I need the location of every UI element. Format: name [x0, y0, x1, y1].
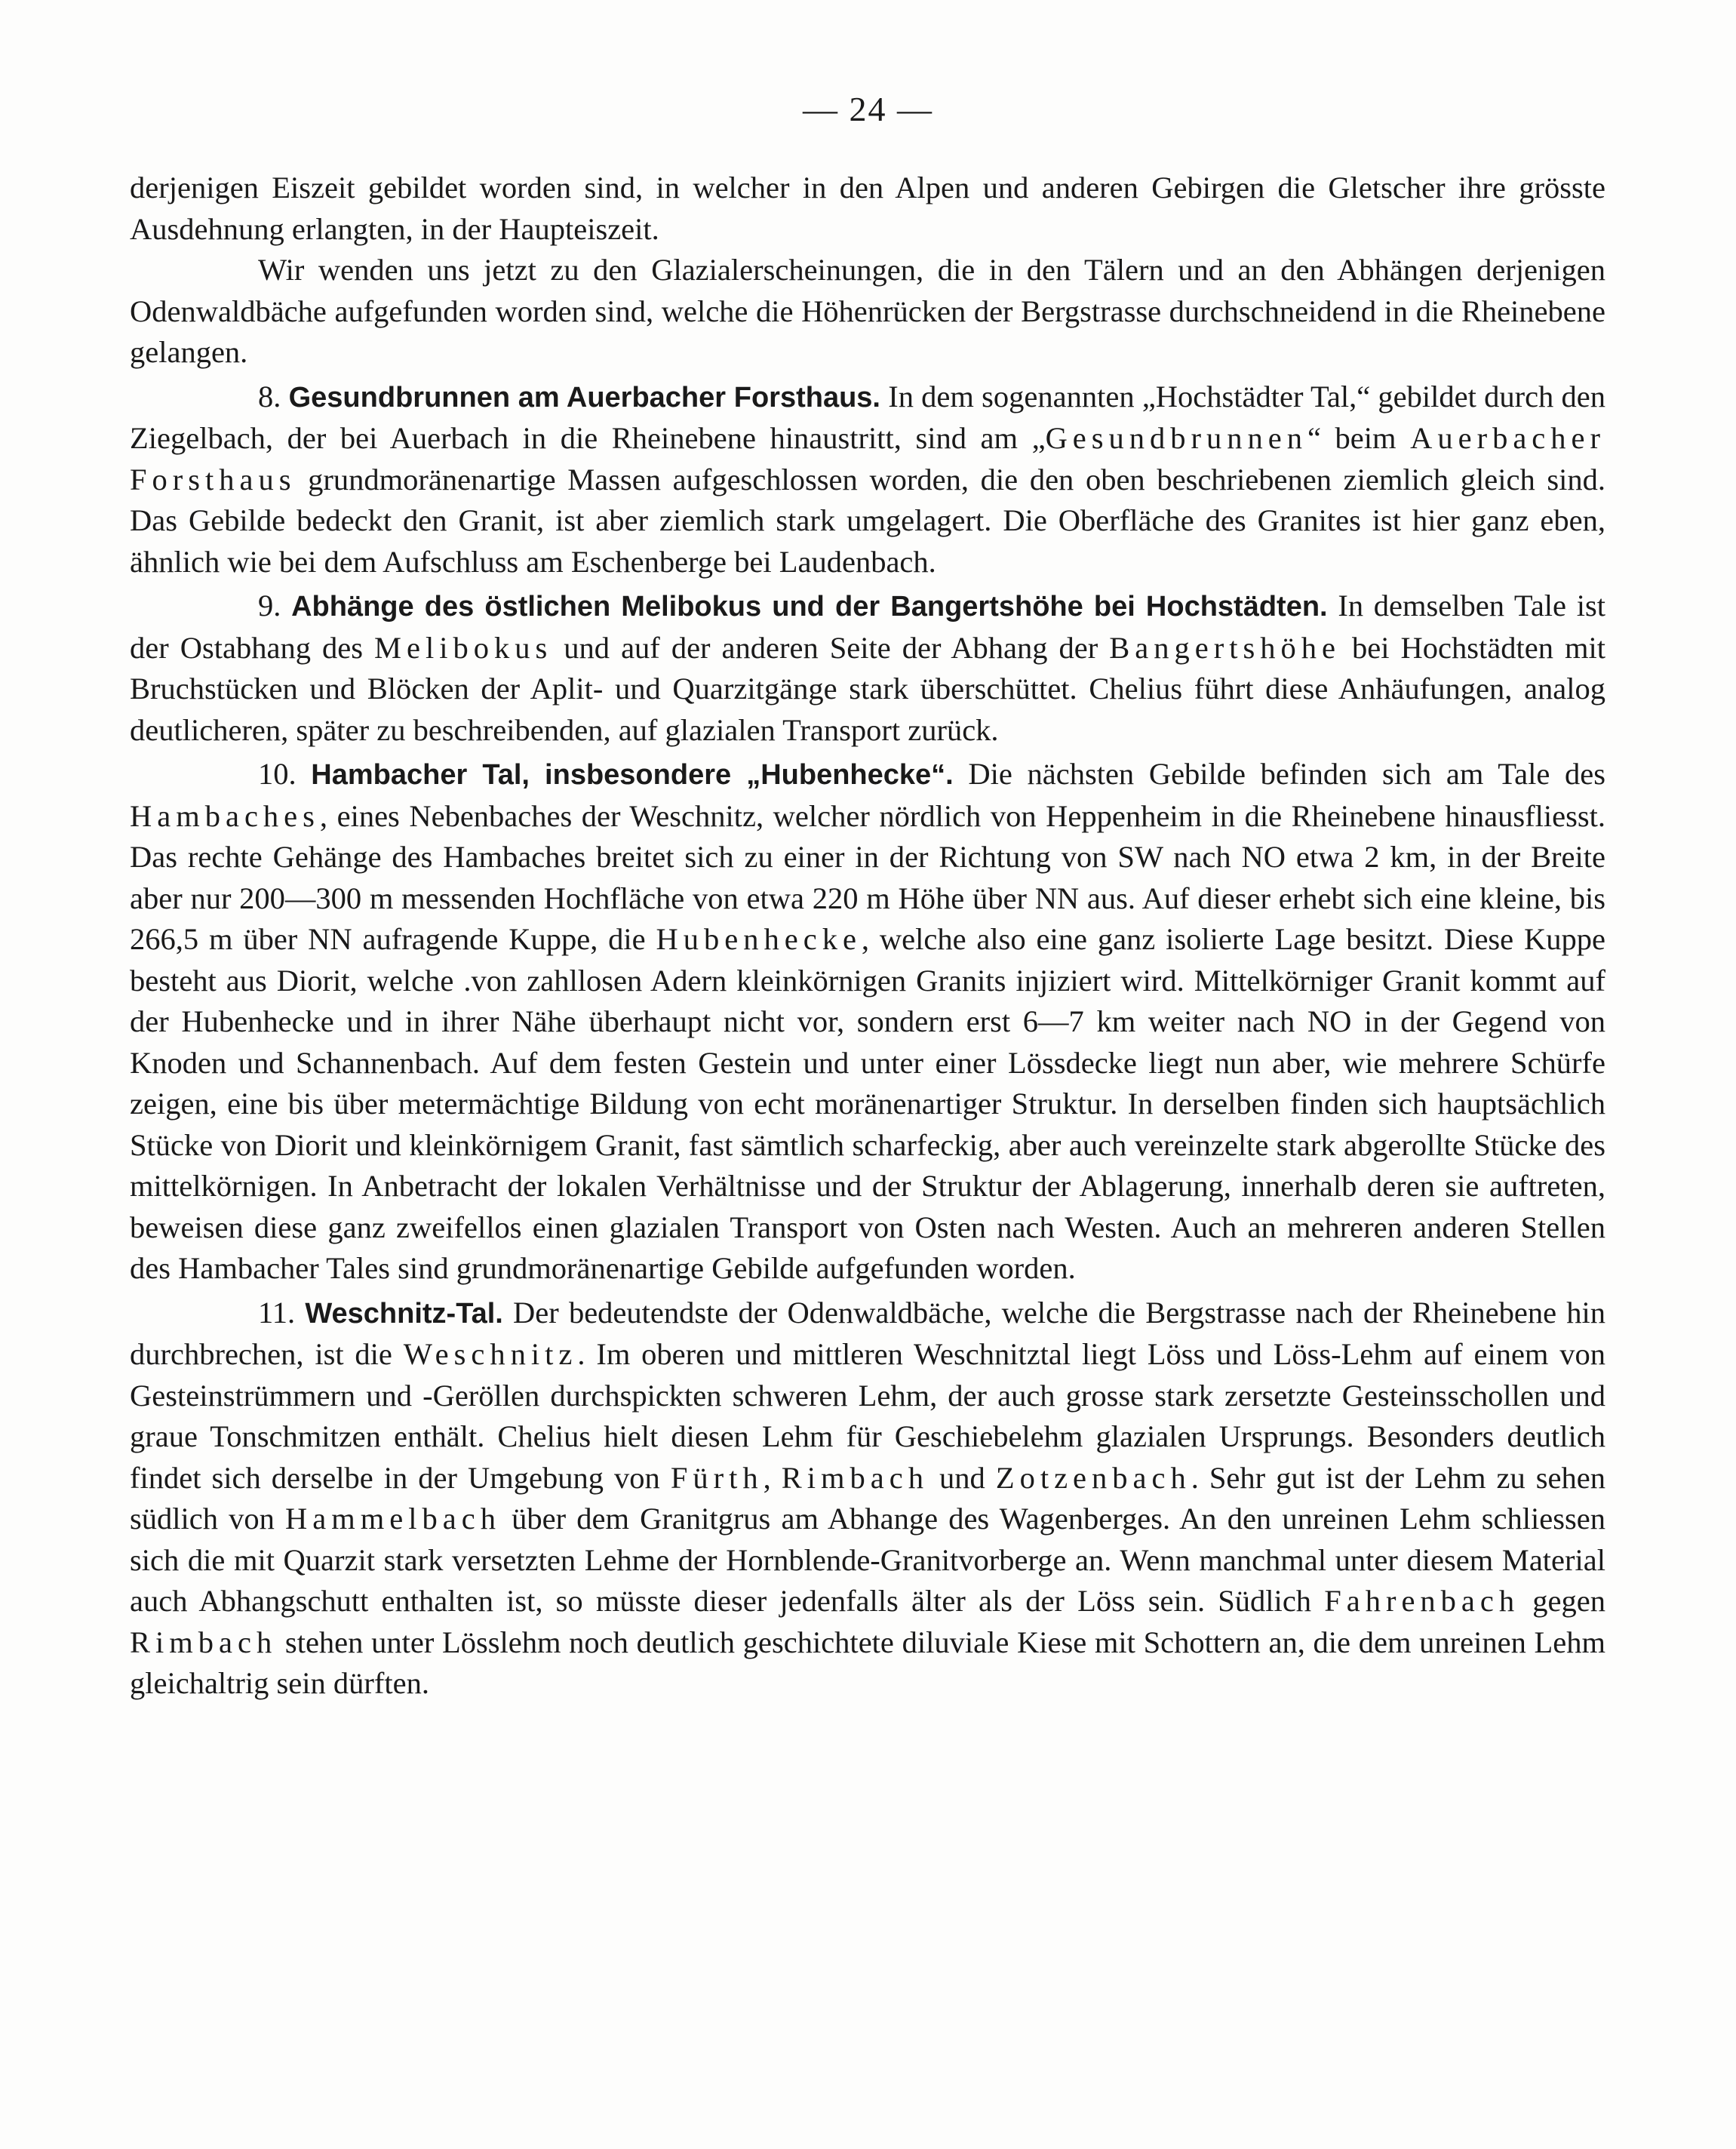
section-number: 9. — [258, 589, 281, 623]
spaced-term: Zotzenbach — [995, 1460, 1191, 1495]
section-heading: Hambacher Tal, insbesondere „Hubenhecke“. — [311, 759, 954, 791]
spaced-term: Hubenhecke — [656, 922, 862, 956]
section-text: grundmoränenartige Massen aufgeschlossen worden, die den oben beschriebenen ziemlich gleich sind. Das Gebilde bedeckt den Granit, ist aber ziemlich stark umgelagert. Die Oberfläche des Granites ist hier ganz eben, ähnlich wie bei dem Aufschluss am Eschenberge bei Laudenbach. — [130, 462, 1605, 579]
section-text: In demselben Tale ist der Ostabhang des — [130, 589, 1605, 665]
section-text: über dem Granitgrus am Abhange des Wagenberges. An den unreinen Lehm schliessen sich die mit Quarzit stark versetzten Lehme der Hornblende-Granitvorberge an. Wenn manchmal unter diesem Material auch Abhangschutt enthalten ist, so müsste dieser jedenfalls älter als der Löss sein. Südlich — [130, 1502, 1605, 1618]
section-text: , eines Nebenbaches der Weschnitz, welcher nördlich von Heppenheim in die Rheinebene hinausfliesst. Das rechte Gehänge des Hambaches breitet sich zu einer in der Richtung von SW nach NO etwa 2 km, in der Breite aber nur 200—300 m messenden Hochfläche von etwa 220 m Höhe über NN aus. Auf dieser erhebt sich eine kleine, bis 266,5 m über NN aufragende Kuppe, die — [130, 798, 1605, 956]
section-10 — [130, 754, 1605, 1290]
spaced-term: Fahrenbach — [1324, 1584, 1520, 1618]
spaced-term: Weschnitz — [403, 1337, 578, 1371]
section-text: und — [929, 1460, 996, 1495]
section-number: 10. — [258, 757, 297, 791]
section-text: Der bedeutendste der Odenwaldbäche, welche die Bergstrasse nach der Rheinebene hin durchbrechen, ist die — [130, 1295, 1606, 1371]
paragraph-intro: derjenigen Eiszeit gebildet worden sind, in welcher in den Alpen und anderen Gebirgen die Gletscher ihre grösste Ausdehnung erlangten, in der Haupteiszeit. — [130, 171, 1605, 246]
section-text: In dem sogenannten „Hochstädter Tal,“ gebildet durch den Ziegelbach, der bei Auerbach in die Rheinebene hinaustritt, sind am „ — [130, 379, 1606, 455]
section-heading: Gesundbrunnen am Auerbacher Forsthaus. — [288, 381, 880, 414]
section-text: “ beim — [1307, 421, 1411, 455]
body-text — [130, 168, 1605, 1705]
section-text: . Im oberen und mittleren Weschnitztal liegt Löss und Löss-Lehm auf einem von Gesteinstrümmern und -Geröllen durchspickten schweren Lehm, der auch grosse stark zersetzte Gesteinsschollen und graue Tonschmitzen enthält. Chelius hielt diesen Lehm für Geschiebelehm glazialen Ursprungs. Besonders deutlich findet sich derselbe in der Umgebung von — [130, 1337, 1605, 1495]
section-text: gegen — [1519, 1584, 1605, 1618]
section-text: bei Hochstädten mit Bruchstücken und Blöcken der Aplit- und Quarzitgänge stark überschüttet. Chelius führt diese Anhäufungen, analog deutlicheren, später zu beschreibenden, auf glazialen Transport zurück. — [130, 630, 1605, 747]
spaced-term: Rimbach — [781, 1460, 929, 1495]
spaced-term: Auerbacher Forsthaus — [130, 421, 1605, 497]
spaced-term: Rimbach — [130, 1625, 278, 1659]
section-text: und auf der anderen Seite der Abhang der — [552, 630, 1110, 665]
section-text: . Sehr gut ist der Lehm zu sehen südlich von — [130, 1460, 1606, 1536]
paragraph-odenwald: Wir wenden uns jetzt zu den Glazialerscheinungen, die in den Tälern und an den Abhängen derjenigen Odenwaldbäche aufgefunden worden sind, welche die Höhenrücken der Bergstrasse durchschneidend in die Rheinebene gelangen. — [130, 253, 1605, 369]
section-text: stehen unter Lösslehm noch deutlich geschichtete diluviale Kiese mit Schottern an, die dem unreinen Lehm gleichaltrig sein dürften. — [130, 1625, 1605, 1700]
section-8 — [130, 377, 1605, 583]
spaced-term: Hambaches — [130, 798, 320, 833]
spaced-term: Bangertshöhe — [1109, 630, 1341, 665]
section-text: , welche also eine ganz isolierte Lage besitzt. Diese Kuppe besteht aus Diorit, welche .von zahllosen Adern kleinkörnigen Granits injiziert wird. Mittelkörniger Granit kommt auf der Hubenhecke und in ihrer Nähe überhaupt nicht vor, sondern erst 6—7 km weiter nach NO in der Gegend von Knoden und Schannenbach. Auf dem festen Gestein und unter einer Lössdecke liegt nun aber, wie mehrere Schürfe zeigen, eine bis über metermächtige Bildung von echt moränenartiger Struktur. In derselben finden sich hauptsächlich Stücke von Diorit und kleinkörnigem Granit, fast sämtlich scharfeckig, aber auch vereinzelte stark abgerollte Stücke des mittelkörnigen. In Anbetracht der lokalen Verhältnisse und der Struktur der Ablagerung, innerhalb deren sie auftreten, beweisen diese ganz zweifellos einen glazialen Transport von Osten nach Westen. Auch an mehreren anderen Stellen des Hambacher Tales sind grundmoränenartige Gebilde aufgefunden worden. — [130, 922, 1605, 1285]
spaced-term: Melibokus — [374, 630, 553, 665]
section-number: 11. — [258, 1295, 296, 1330]
section-heading: Weschnitz-Tal. — [305, 1297, 503, 1330]
spaced-term: Fürth — [670, 1460, 764, 1495]
section-9 — [130, 586, 1605, 751]
section-text: , — [763, 1460, 782, 1495]
spaced-term: Hammelbach — [285, 1502, 501, 1536]
section-11 — [130, 1293, 1605, 1705]
page-number: — 24 — — [803, 90, 933, 128]
spaced-term: Gesundbrunnen — [1045, 421, 1308, 455]
section-number: 8. — [258, 379, 281, 414]
section-text: Die nächsten Gebilde befinden sich am Tale des — [968, 757, 1606, 791]
section-heading: Abhänge des östlichen Melibokus und der Bangertshöhe bei Hochstädten. — [291, 591, 1328, 623]
